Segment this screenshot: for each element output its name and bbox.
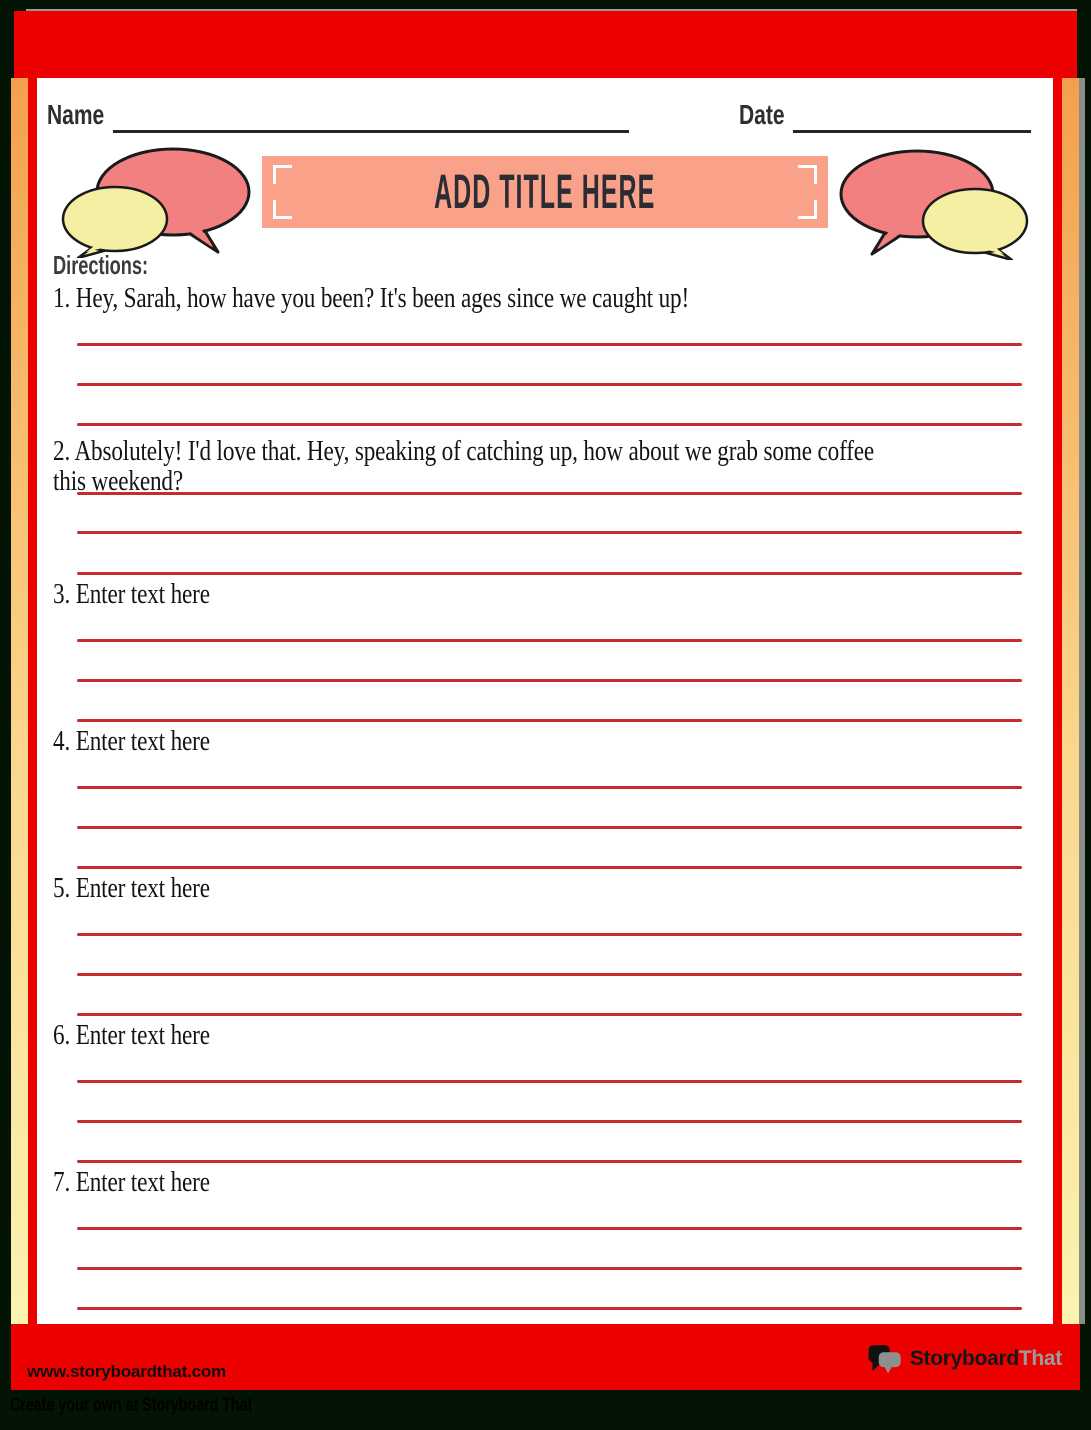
worksheet-item-6 — [53, 1021, 1043, 1181]
worksheet-page — [37, 78, 1053, 1324]
right-shadow — [1079, 78, 1085, 1324]
logo-text-that: That — [1018, 1346, 1062, 1370]
item-text-row: 1. Hey, Sarah, how have you been? It's been ages since we caught up! — [53, 282, 690, 314]
title-banner[interactable] — [262, 156, 828, 228]
writing-line — [77, 973, 1022, 976]
worksheet-title: ADD TITLE HERE — [434, 165, 656, 219]
website-link[interactable]: www.storyboardthat.com — [27, 1362, 226, 1381]
writing-line — [77, 786, 1022, 789]
writing-line — [77, 639, 1022, 642]
worksheet-item-2 — [53, 437, 1043, 597]
writing-line — [77, 1013, 1022, 1016]
writing-line — [77, 343, 1022, 346]
name-label: Name — [47, 99, 105, 130]
writing-line — [77, 826, 1022, 829]
footer-bar — [11, 1324, 1080, 1390]
item-text-row: 2. Absolutely! I'd love that. Hey, speaking of catching up, how about we grab some coffee — [53, 435, 875, 467]
worksheet-item-5 — [53, 874, 1043, 1034]
worksheet-item-3 — [53, 580, 1043, 740]
worksheet-item-7 — [53, 1168, 1043, 1328]
writing-line — [77, 1080, 1022, 1083]
item-text-row: 4. Enter text here — [53, 725, 210, 757]
writing-line — [77, 572, 1022, 575]
logo-text-storyboard: Storyboard — [909, 1346, 1019, 1370]
date-label: Date — [739, 99, 785, 130]
writing-line — [77, 679, 1022, 682]
item-1-text[interactable] — [53, 284, 689, 314]
left-red-border — [28, 78, 37, 1324]
item-5-text[interactable] — [53, 874, 210, 904]
speech-bubbles-icon — [60, 146, 252, 258]
writing-line — [77, 1120, 1022, 1123]
writing-line — [77, 423, 1022, 426]
directions-label: Directions: — [53, 250, 149, 280]
item-text-row: 5. Enter text here — [53, 872, 210, 904]
writing-line — [77, 719, 1022, 722]
writing-line — [77, 1267, 1022, 1270]
right-red-border — [1053, 78, 1062, 1324]
item-text-row: 3. Enter text here — [53, 578, 210, 610]
item-6-text[interactable] — [53, 1021, 210, 1051]
writing-line — [77, 1307, 1022, 1310]
writing-line — [77, 1160, 1022, 1163]
writing-line — [77, 492, 1022, 495]
item-4-text[interactable] — [53, 727, 210, 757]
worksheet-item-4 — [53, 727, 1043, 887]
writing-line — [77, 531, 1022, 534]
writing-line — [77, 383, 1022, 386]
right-gradient-stripe — [1062, 78, 1079, 1324]
date-fill-line[interactable] — [793, 130, 1031, 133]
item-3-text[interactable] — [53, 580, 210, 610]
writing-line — [77, 866, 1022, 869]
storyboardthat-logo[interactable] — [867, 1342, 1062, 1375]
item-text-row: this weekend? — [53, 464, 183, 497]
top-red-bar — [14, 11, 1077, 78]
left-gradient-stripe — [11, 78, 28, 1324]
writing-line — [77, 933, 1022, 936]
item-2-text[interactable] — [53, 437, 874, 496]
name-fill-line[interactable] — [113, 130, 629, 133]
speech-bubbles-icon — [838, 148, 1030, 260]
item-text-row: 7. Enter text here — [53, 1166, 210, 1198]
item-text-row: 6. Enter text here — [53, 1019, 210, 1051]
item-7-text[interactable] — [53, 1168, 210, 1198]
worksheet-item-1 — [53, 284, 1043, 444]
logo-speech-bubbles-icon — [867, 1342, 903, 1375]
writing-line — [77, 1227, 1022, 1230]
create-your-own-link[interactable]: Create your own at Storyboard That — [10, 1395, 253, 1416]
